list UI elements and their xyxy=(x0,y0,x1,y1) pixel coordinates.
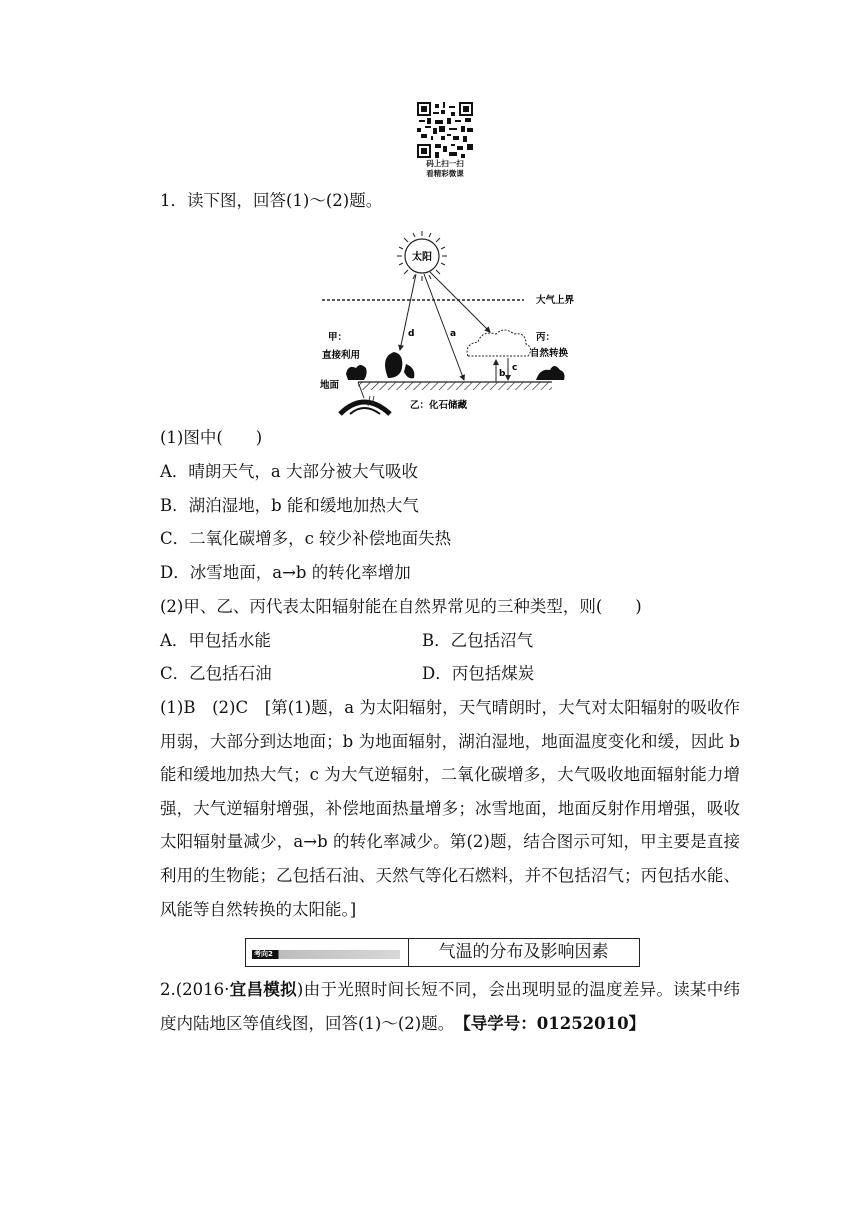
leaf-icon xyxy=(404,364,414,378)
jia-desc: 直接利用 xyxy=(322,350,361,361)
jia-label: 甲： xyxy=(328,332,348,343)
plant-icon xyxy=(385,352,402,378)
animal-icon xyxy=(346,365,367,380)
answer-text: (1)B (2)C [第(1)题，a 为太阳辐射，天气晴朗时，大气对太阳辐射的吸收作用弱，大部分到达地面；b 为地面辐射，湖泊湿地，地面温度变化和缓，因此 b 能和缓地加热大气；c 为大气逆辐射，二氧化碳增多，大气吸收地面辐射能力增强，大气逆辐射增强，补偿地面热量增多；冰雪地面，地面反射作用增强，吸收太阳辐射量减少，a→b 的转化率减少。第(2)题，结合图示可知，甲主要是直接利用的生物能；乙包括石油、天然气等化石燃料，并不包括沼气；丙包括水能、风能等自然转换的太阳能。] xyxy=(160,698,740,919)
cloud-icon xyxy=(467,330,530,356)
question-2-stem xyxy=(160,973,740,1040)
label-b: b xyxy=(499,369,506,379)
option-2a: A．甲包括水能 xyxy=(160,631,271,650)
atmosphere-top-label: 大气上界 xyxy=(536,295,575,306)
label-d: d xyxy=(408,329,415,339)
qr-code xyxy=(417,102,473,158)
sub-question-2: (2)甲、乙、丙代表太阳辐射能在自然界常见的三种类型，则( ) xyxy=(160,597,642,616)
ground-label: 地面 xyxy=(320,380,340,391)
answer-explanation xyxy=(160,691,740,926)
solar-radiation-diagram xyxy=(318,222,590,418)
option-1d: D．冰雪地面，a→b 的转化率增加 xyxy=(160,563,411,582)
ground-hatch xyxy=(358,382,552,390)
sub-question-1: (1)图中( ) xyxy=(160,428,263,447)
q2-text: )由于光照时间长短不同，会出现明显的温度差异。读某中纬度内陆地区等值线图，回答(1)～(2)题。 xyxy=(160,980,741,1033)
label-a: a xyxy=(450,329,457,339)
option-1b: B．湖泊湿地，b 能和缓地加热大气 xyxy=(160,496,419,515)
option-1a: A．晴朗天气，a 大部分被大气吸收 xyxy=(160,462,418,481)
qr-caption-line1: 码上扫一扫 xyxy=(426,159,464,168)
arrow-a xyxy=(424,274,464,380)
bing-label: 丙： xyxy=(536,332,556,343)
label-c: c xyxy=(512,363,518,373)
q2-source: 宜昌模拟 xyxy=(229,980,297,999)
option-1c: C．二氧化碳增多，c 较少补偿地面失热 xyxy=(160,529,452,548)
yi-label: 乙：化石储藏 xyxy=(410,400,468,411)
section-title: 气温的分布及影响因素 xyxy=(438,942,609,962)
option-2d: D．丙包括煤炭 xyxy=(422,664,535,683)
section-tag-box xyxy=(246,939,409,966)
sun-label: 太阳 xyxy=(412,252,432,263)
section-tag: 考向2 xyxy=(254,950,273,958)
fossil-arch-icon xyxy=(340,402,390,414)
question-1-stem: 1．读下图，回答(1)～(2)题。 xyxy=(160,191,383,210)
qr-caption-line2: 看精彩微课 xyxy=(426,169,464,178)
option-2c: C．乙包括石油 xyxy=(160,664,272,683)
windmill-icon xyxy=(536,366,565,380)
bing-desc: 自然转换 xyxy=(530,348,569,359)
q2-guide-number: 【导学号：01252010】 xyxy=(462,1013,646,1033)
q2-prefix: 2.(2016· xyxy=(160,980,230,999)
arrow-to-cloud xyxy=(430,272,490,332)
option-2b: B．乙包括沼气 xyxy=(422,631,534,650)
section-header xyxy=(245,938,640,967)
section-gradient-bar xyxy=(252,950,400,959)
